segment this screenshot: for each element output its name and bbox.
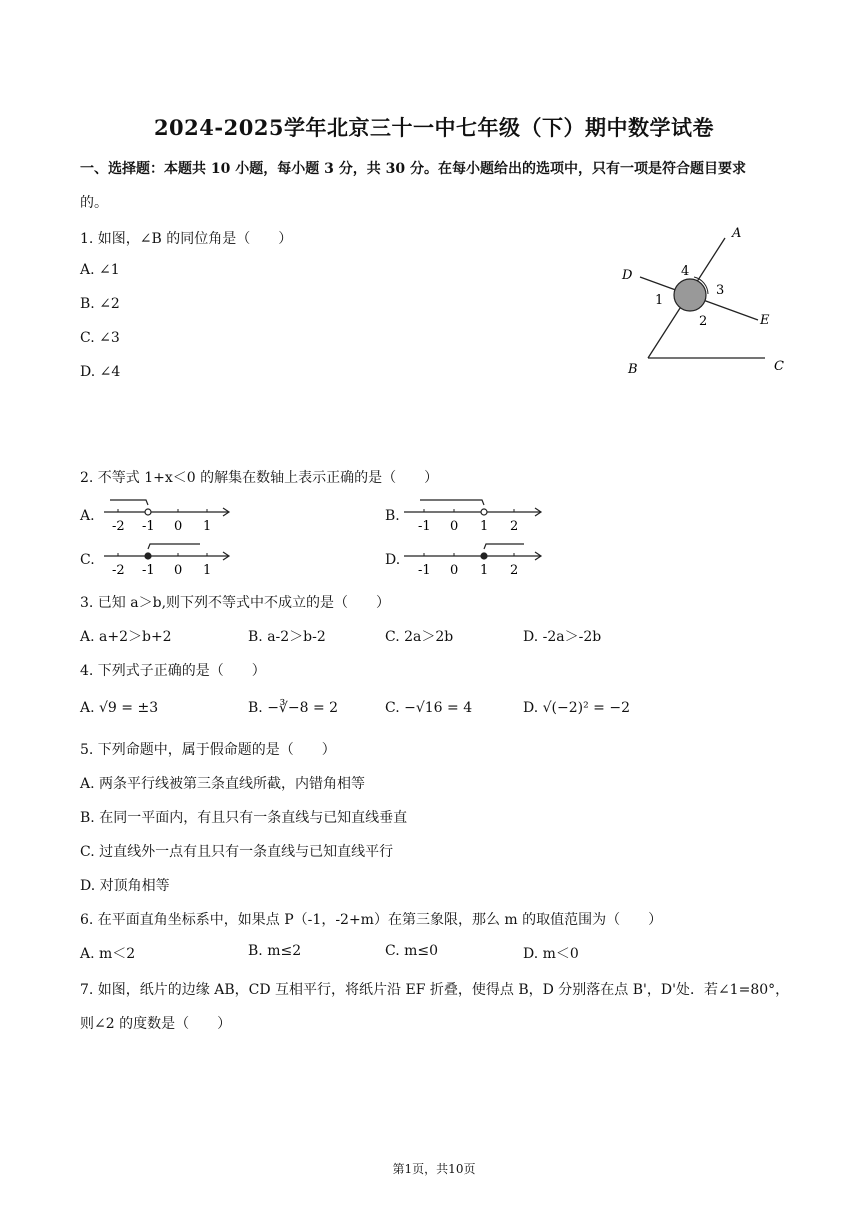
label-angle-3: 3 [716,283,725,298]
q3-option-d[interactable]: D. -2a＞-2b [523,629,602,645]
q6-option-c[interactable]: C. m≤0 [385,943,439,959]
q6-option-b[interactable]: B. m≤2 [248,943,302,959]
label-c: C [774,359,784,374]
closed-point [145,553,151,559]
svg-text:-1: -1 [142,563,155,578]
q3-option-b[interactable]: B. a-2＞b-2 [248,629,326,645]
q6-option-d[interactable]: D. m＜0 [523,946,579,962]
svg-text:-1: -1 [418,563,431,578]
page-title: 2024-2025学年北京三十一中七年级（下）期中数学试卷 [153,115,715,140]
q3-option-c[interactable]: C. 2a＞2b [385,629,454,645]
section-heading-line1: 一、选择题：本题共 10 小题，每小题 3 分，共 30 分。在每小题给出的选项中，只有一项是符合题目要求 [80,161,746,177]
svg-text:0: 0 [450,519,459,534]
q1-option-c[interactable]: C. ∠3 [80,330,120,346]
q4-option-a[interactable]: A. √9 = ±3 [80,700,159,716]
label-angle-1: 1 [655,293,664,308]
q2-option-d-numberline [400,539,550,579]
q1-angle-figure [610,220,800,385]
q7-stem-line1: 7. 如图，纸片的边缘 AB，CD 互相平行，将纸片沿 EF 折叠，使得点 B，D 分别落在点 B'，D'处．若∠1=80°， [80,982,790,998]
q1-option-b[interactable]: B. ∠2 [80,296,120,312]
open-point [481,509,487,515]
label-angle-4: 4 [681,264,690,279]
q4-option-d[interactable]: D. √(−2)² = −2 [523,700,631,716]
q1-stem: 1. 如图，∠B 的同位角是（ ） [80,231,293,247]
page-footer: 第1页，共10页 [392,1162,476,1176]
q3-option-a[interactable]: A. a+2＞b+2 [80,629,172,645]
svg-text:-2: -2 [112,519,125,534]
svg-text:1: 1 [480,519,489,534]
section-heading-line2: 的。 [80,195,108,211]
q7-stem-line2: 则∠2 的度数是（ ） [80,1016,232,1032]
q4-option-c[interactable]: C. −√16 = 4 [385,700,473,716]
q1-option-d[interactable]: D. ∠4 [80,364,121,380]
solution-ray [484,544,524,549]
q5-option-c[interactable]: C. 过直线外一点有且只有一条直线与已知直线平行 [80,844,394,860]
q6-option-a[interactable]: A. m＜2 [80,946,136,962]
q4-option-a-expr: √9 = ±3 [99,700,159,716]
svg-text:0: 0 [174,563,183,578]
open-point [145,509,151,515]
q2-option-b-label[interactable]: B. [385,508,400,524]
svg-text:2: 2 [510,563,519,578]
q2-option-c-numberline [100,539,240,579]
svg-text:2: 2 [510,519,519,534]
svg-text:0: 0 [174,519,183,534]
closed-point [481,553,487,559]
svg-text:-1: -1 [418,519,431,534]
q5-option-a[interactable]: A. 两条平行线被第三条直线所截，内错角相等 [80,776,366,792]
q4-stem: 4. 下列式子正确的是（ ） [80,663,266,679]
q3-stem: 3. 已知 a＞b,则下列不等式中不成立的是（ ） [80,595,391,611]
q6-stem: 6. 在平面直角坐标系中，如果点 P（-1，-2+m）在第三象限，那么 m 的取值范围为（ ） [80,912,663,928]
label-b: B [628,362,638,377]
q5-stem: 5. 下列命题中，属于假命题的是（ ） [80,742,336,758]
svg-text:0: 0 [450,563,459,578]
label-e: E [760,313,770,328]
q4-option-b[interactable]: B. −∛−8 = 2 [248,700,339,716]
q2-option-a-numberline [100,495,240,535]
svg-text:-1: -1 [142,519,155,534]
q5-option-b[interactable]: B. 在同一平面内，有且只有一条直线与已知直线垂直 [80,810,408,826]
q4-option-c-expr: −√16 = 4 [404,700,473,716]
q2-option-c-label[interactable]: C. [80,552,95,568]
svg-text:1: 1 [203,519,212,534]
label-d: D [622,268,633,283]
q2-stem: 2. 不等式 1+x＜0 的解集在数轴上表示正确的是（ ） [80,470,439,486]
q4-option-b-expr: −∛−8 = 2 [267,700,339,716]
q2-option-d-label[interactable]: D. [385,552,401,568]
solution-ray [110,500,148,505]
svg-text:1: 1 [480,563,489,578]
svg-text:-2: -2 [112,563,125,578]
label-a: A [732,226,742,241]
q4-option-d-expr: √(−2)² = −2 [542,700,631,716]
angle-marker-circle [674,279,706,311]
q1-option-a[interactable]: A. ∠1 [80,262,120,278]
q2-option-b-numberline [400,495,550,535]
q2-option-a-label[interactable]: A. [80,508,95,524]
svg-text:1: 1 [203,563,212,578]
label-angle-2: 2 [699,314,708,329]
q5-option-d[interactable]: D. 对顶角相等 [80,878,170,894]
solution-ray [420,500,484,505]
solution-ray [148,544,200,549]
